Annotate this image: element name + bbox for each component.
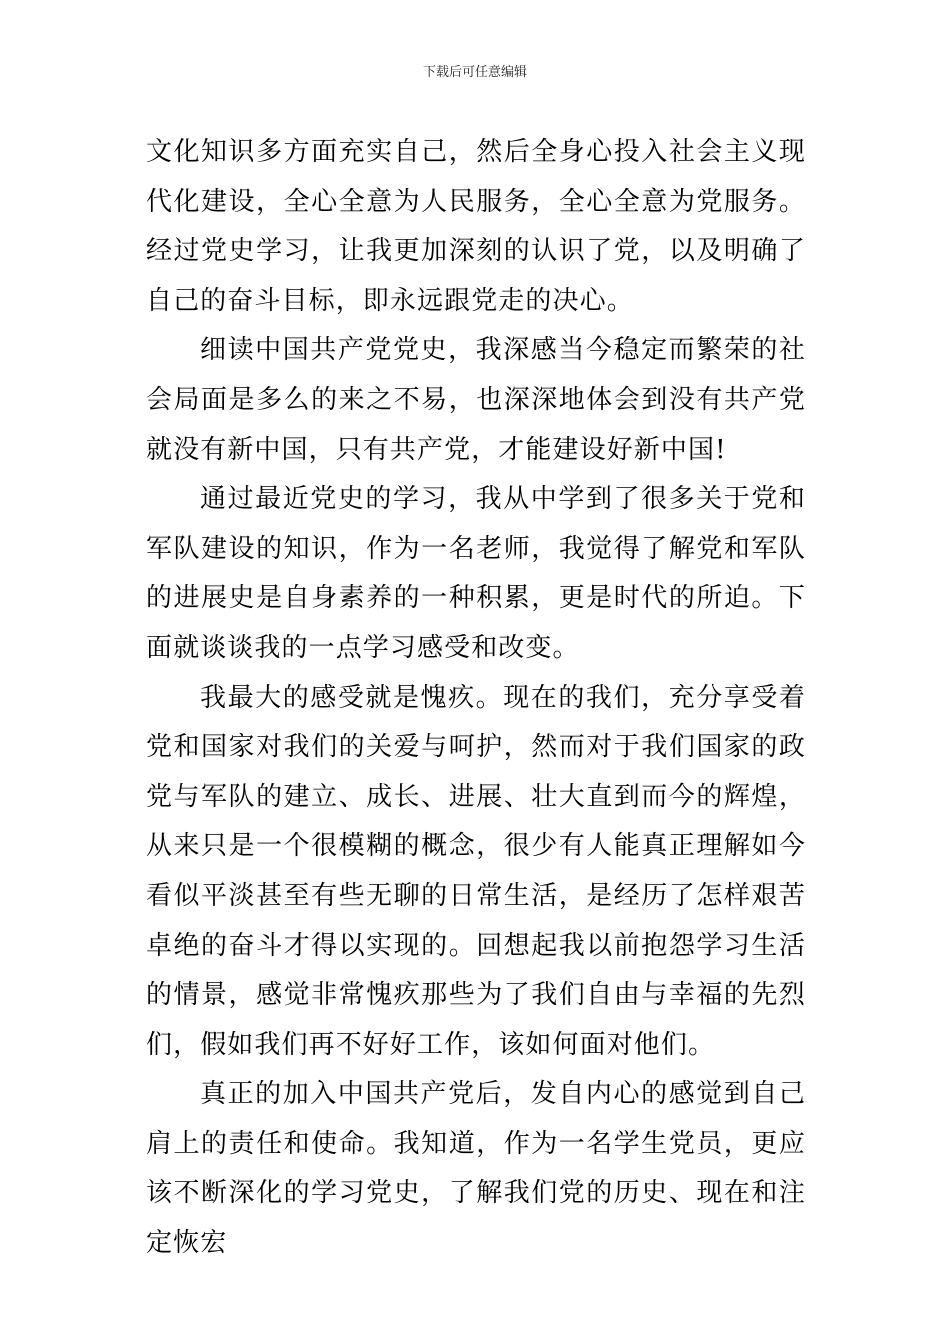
document-body <box>146 128 806 1269</box>
paragraph-1: 文化知识多方面充实自己，然后全身心投入社会主义现代化建设，全心全意为人民服务，全心全意为党服务。经过党史学习，让我更加深刻的认识了党，以及明确了自己的奋斗目标，即永远跟党走的决心。 <box>146 137 806 316</box>
paragraph-2: 细读中国共产党党史，我深感当今稳定而繁荣的社会局面是多么的来之不易，也深深地体会到没有共产党就没有新中国，只有共产党，才能建设好新中国! <box>146 335 806 465</box>
paragraph-3: 通过最近党史的学习，我从中学到了很多关于党和军队建设的知识，作为一名老师，我觉得了解党和军队的进展史是自身素养的一种积累，更是时代的所迫。下面就谈谈我的一点学习感受和改变。 <box>146 484 806 663</box>
paragraph-4: 我最大的感受就是愧疚。现在的我们，充分享受着党和国家对我们的关爱与呵护，然而对于我们国家的政党与军队的建立、成长、进展、壮大直到而今的辉煌，从来只是一个很模糊的概念，很少有人能真正理解如今看似平淡甚至有些无聊的日常生活，是经历了怎样艰苦卓绝的奋斗才得以实现的。回想起我以前抱怨学习生活的情景，感觉非常愧疚那些为了我们自由与幸福的先烈们，假如我们再不好好工作，该如何面对他们。 <box>146 682 806 1060</box>
paragraph-5: 真正的加入中国共产党后，发自内心的感觉到自己肩上的责任和使命。我知道，作为一名学生党员，更应该不断深化的学习党史，了解我们党的历史、现在和注定恢宏 <box>146 1079 806 1259</box>
page-header: 下载后可任意编辑 <box>422 65 527 80</box>
